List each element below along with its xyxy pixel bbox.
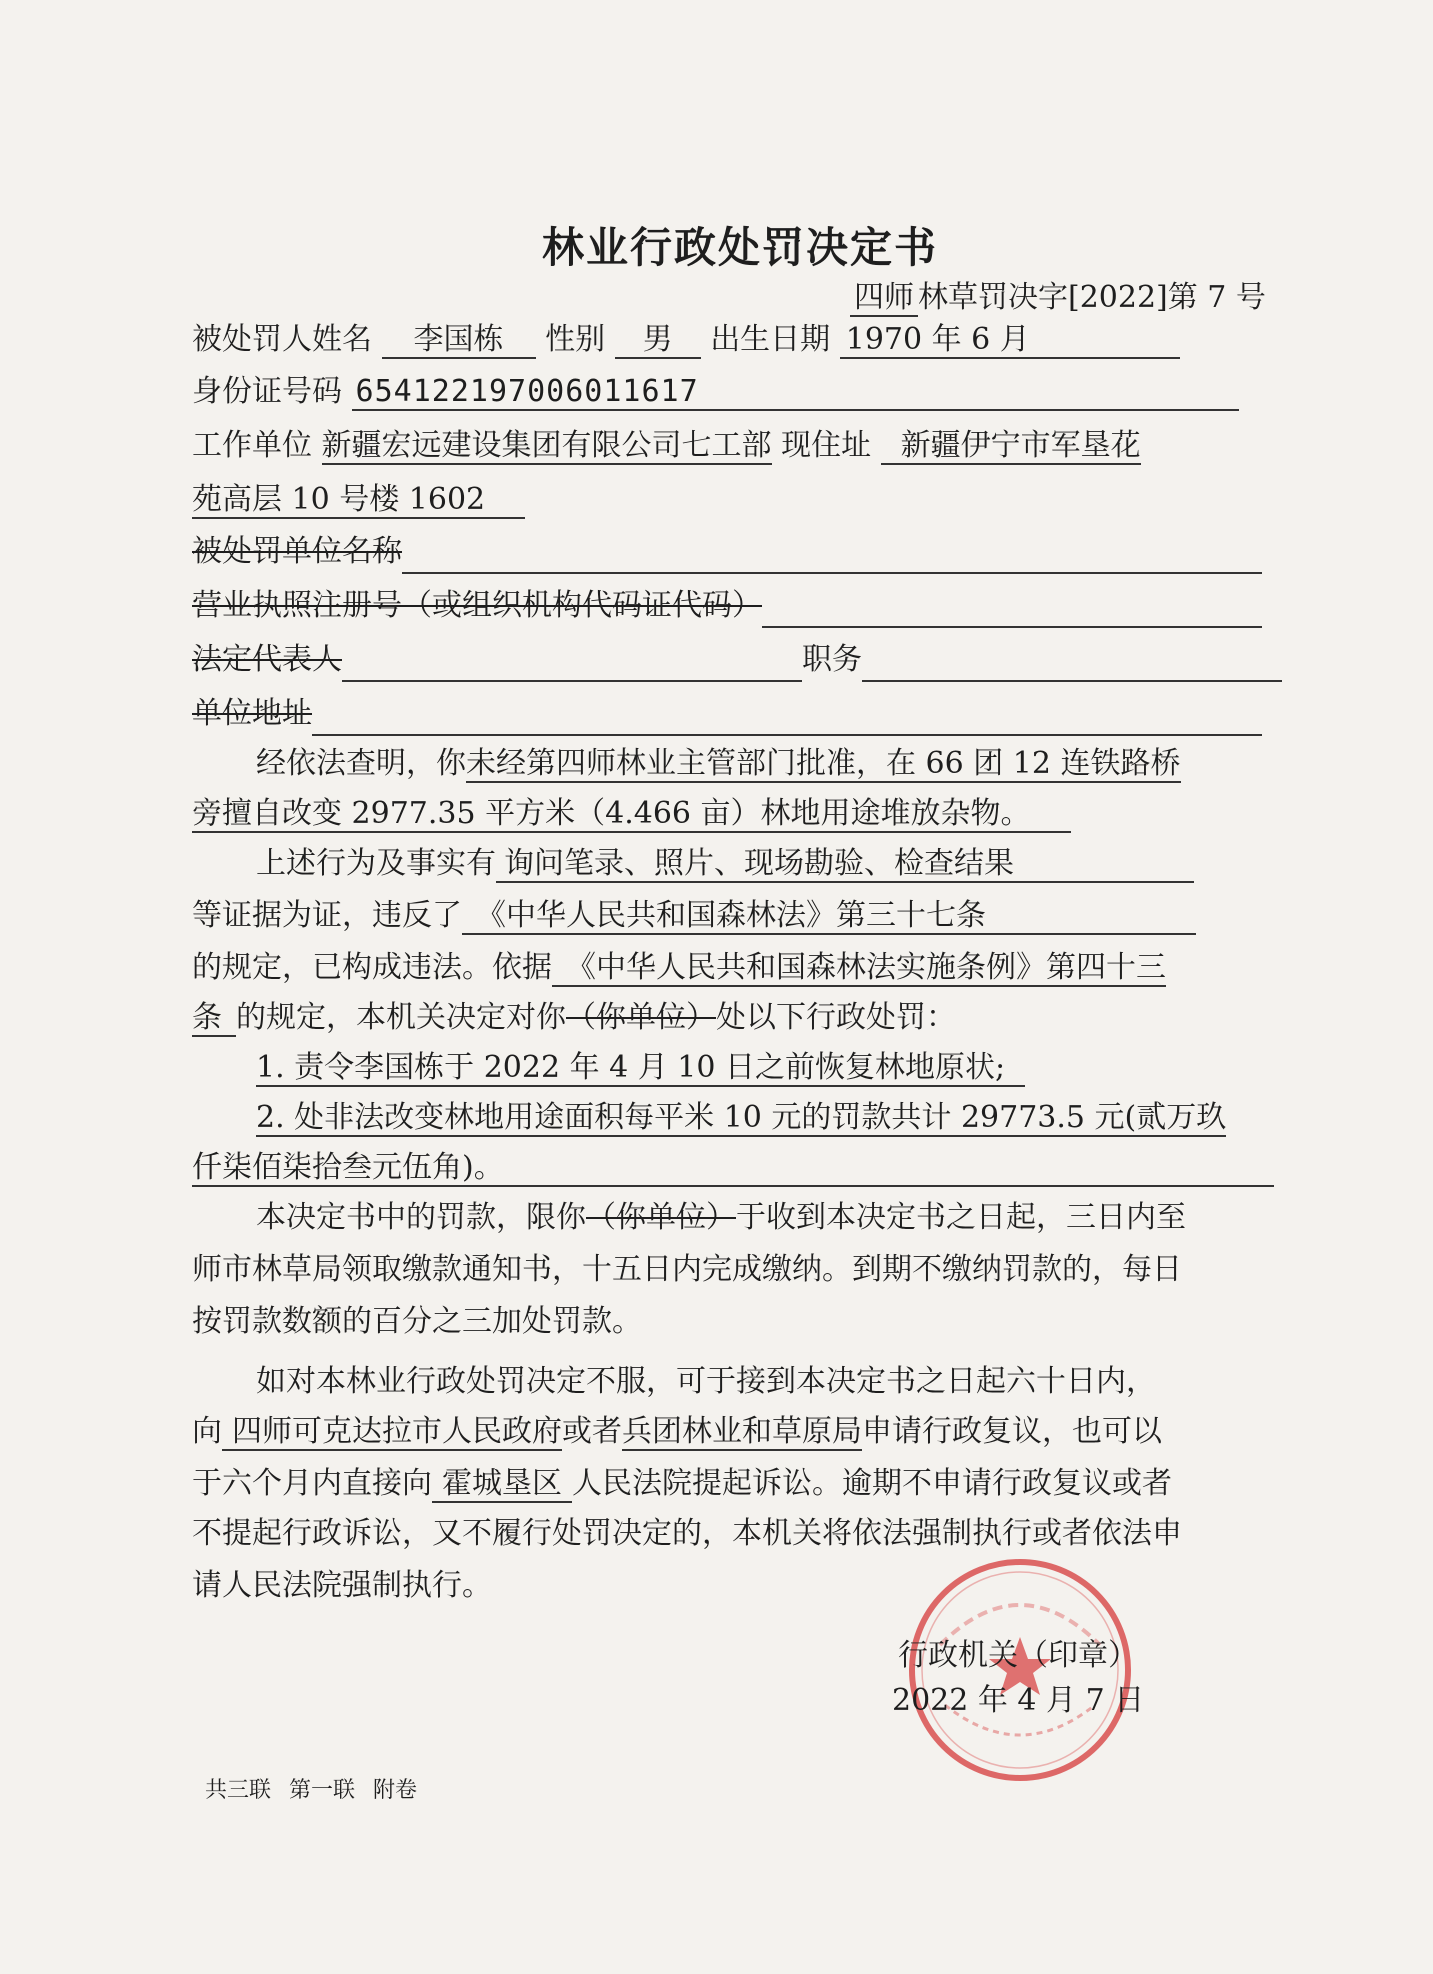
fact-text-1: 未经第四师林业主管部门批准，在 66 团 12 连铁路桥	[466, 746, 1181, 781]
party-line-3	[192, 424, 1292, 468]
unit-name-blank	[402, 536, 1262, 574]
basis-line-1	[192, 946, 1292, 990]
evidence-text: 询问笔录、照片、现场勘验、检查结果	[496, 846, 1194, 883]
penalty-item-1-line	[192, 1046, 1356, 1090]
appeal-text-3a: 于六个月内直接向	[192, 1466, 432, 1501]
birth-label: 出生日期	[710, 322, 831, 357]
appeal-bureau: 兵团林业和草原局	[622, 1414, 862, 1449]
basis-mid: 的规定，本机关决定对你	[236, 1000, 566, 1035]
document-number	[850, 272, 1266, 316]
struck-legal-rep-line	[192, 638, 1292, 682]
appeal-to: 向	[192, 1414, 222, 1449]
issue-date: 2022 年 4 月 7 日	[892, 1683, 1145, 1718]
legal-rep-blank	[342, 644, 802, 682]
legal-basis-2: 条	[192, 1000, 236, 1037]
footer-copy-info	[205, 1773, 435, 1804]
evidence-line	[192, 842, 1356, 886]
struck-your-unit-2: （你单位）	[586, 1200, 736, 1235]
struck-unit-name-line	[192, 530, 1292, 574]
legal-rep-label: 法定代表人	[192, 642, 342, 677]
appeal-or: 或者	[562, 1414, 622, 1449]
party-birth: 1970 年 6 月	[840, 322, 1180, 359]
name-label: 被处罚人姓名	[192, 322, 372, 357]
appeal-court: 霍城垦区	[432, 1466, 572, 1503]
fine-text-1b: 于收到本决定书之日起，三日内至	[736, 1200, 1186, 1235]
work-label: 工作单位	[192, 428, 312, 463]
struck-unit-addr-line	[192, 692, 1292, 736]
party-address-2: 苑高层 10 号楼 1602	[192, 482, 525, 519]
fine-line-3: 按罚款数额的百分之三加处罚款。	[192, 1304, 642, 1339]
penalty-item-1: 1. 责令李国栋于 2022 年 4 月 10 日之前恢复林地原状;	[256, 1050, 1025, 1087]
document-title: 林业行政处罚决定书	[541, 223, 938, 272]
position-label: 职务	[802, 642, 862, 677]
appeal-line-3	[192, 1462, 1292, 1506]
unit-addr-blank	[312, 698, 1262, 736]
unit-addr-label: 单位地址	[192, 696, 312, 731]
fact-line-2	[192, 792, 1292, 836]
penalty-item-2b-line	[192, 1146, 1292, 1190]
addr-label: 现住址	[781, 428, 872, 463]
basis-prefix: 的规定，已构成违法。依据	[192, 950, 552, 985]
appeal-line-5: 请人民法院强制执行。	[192, 1568, 492, 1603]
id-label: 身份证号码	[192, 374, 342, 409]
appeal-line-4: 不提起行政诉讼，又不履行处罚决定的，本机关将依法强制执行或者依法申	[192, 1516, 1182, 1551]
issuing-authority-label: 行政机关（印章）	[898, 1638, 1138, 1673]
evidence-prefix: 上述行为及事实有	[256, 846, 496, 881]
appeal-line-1: 如对本林业行政处罚决定不服，可于接到本决定书之日起六十日内，	[256, 1364, 1156, 1399]
struck-your-unit-1: （你单位）	[566, 1000, 716, 1035]
legal-basis-1: 《中华人民共和国森林法实施条例》第四十三	[552, 950, 1166, 987]
fact-prefix: 经依法查明，你	[256, 746, 466, 781]
party-name: 李国栋	[382, 322, 536, 359]
penalty-item-2b: 仟柒佰柒拾叁元伍角)。	[192, 1150, 1274, 1187]
appeal-government: 四师可克达拉市人民政府	[222, 1414, 562, 1451]
violated-law: 《中华人民共和国森林法》第三十七条	[462, 898, 1196, 935]
doc-number-org: 四师	[850, 280, 918, 317]
party-id-number: 654122197006011617	[352, 374, 1239, 411]
footer-archive: 附卷	[373, 1778, 418, 1803]
fact-line-1	[192, 742, 1356, 786]
struck-license-line	[192, 584, 1292, 628]
position-blank	[862, 644, 1282, 682]
footer-copy-number: 第一联	[289, 1778, 356, 1803]
fine-line-1	[192, 1196, 1356, 1240]
license-label: 营业执照注册号（或组织机构代码证代码）	[192, 588, 762, 623]
party-line-2	[192, 370, 1292, 414]
party-work-unit: 新疆宏远建设集团有限公司七工部	[321, 428, 772, 463]
unit-name-label: 被处罚单位名称	[192, 534, 402, 569]
party-address-1: 新疆伊宁市军垦花	[881, 428, 1141, 465]
basis-line-2	[192, 996, 1292, 1040]
violation-prefix: 等证据为证，违反了	[192, 898, 462, 933]
violation-line	[192, 894, 1292, 938]
fact-text-2: 旁擅自改变 2977.35 平方米（4.466 亩）林地用途堆放杂物。	[192, 796, 1071, 833]
appeal-line-2	[192, 1410, 1292, 1454]
fine-line-2: 师市林草局领取缴款通知书，十五日内完成缴纳。到期不缴纳罚款的，每日	[192, 1252, 1182, 1287]
gender-label: 性别	[545, 322, 606, 357]
license-blank	[762, 590, 1262, 628]
basis-suffix: 处以下行政处罚：	[716, 1000, 956, 1035]
penalty-item-2-line	[192, 1096, 1356, 1140]
appeal-text-2b: 申请行政复议，也可以	[862, 1414, 1162, 1449]
penalty-item-2a: 2. 处非法改变林地用途面积每平米 10 元的罚款共计 29773.5 元(贰万玖	[256, 1100, 1227, 1135]
appeal-text-3b: 人民法院提起诉讼。逾期不申请行政复议或者	[572, 1466, 1172, 1501]
party-line-4	[192, 478, 1292, 522]
doc-number-rest: 林草罚决字[2022]第 7 号	[918, 280, 1266, 315]
party-gender: 男	[615, 322, 701, 359]
party-line-1	[192, 318, 1292, 362]
footer-total-copies: 共三联	[205, 1778, 272, 1803]
fine-text-1a: 本决定书中的罚款，限你	[256, 1200, 586, 1235]
